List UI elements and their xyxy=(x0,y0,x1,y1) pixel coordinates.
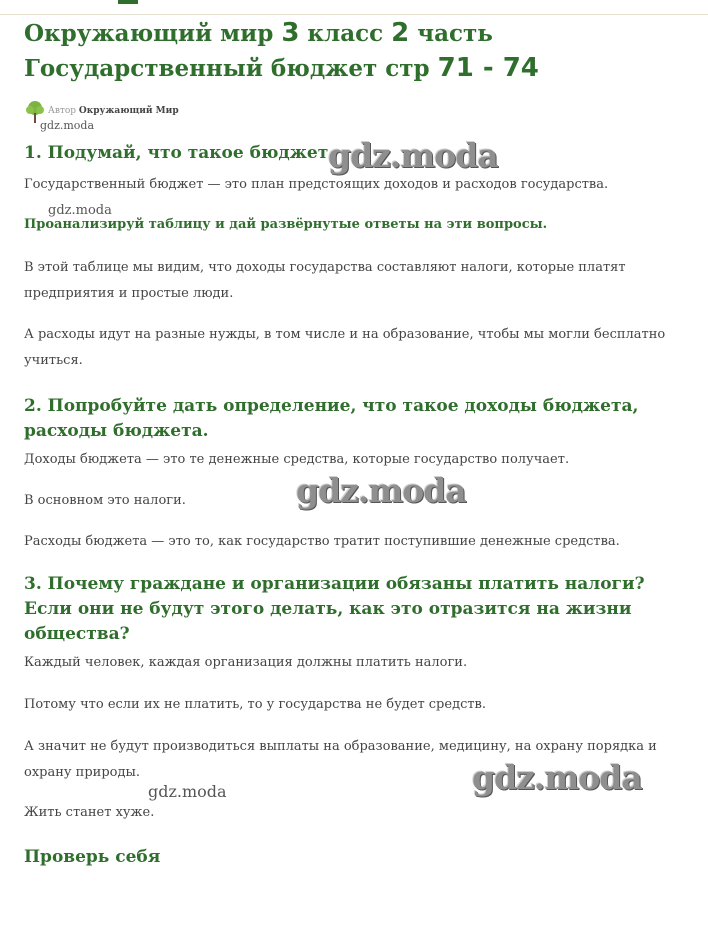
title-part-number: 2 xyxy=(391,18,410,48)
title-part-3: часть Государственный бюджет стр xyxy=(24,20,493,82)
top-accent xyxy=(118,0,138,4)
question-2-answer-1: Доходы бюджета — это те денежные средства, которые государство получает. xyxy=(24,452,570,467)
question-3-answer-1: Каждый человек, каждая организация должны платить налоги. xyxy=(24,655,468,670)
bottom-fade xyxy=(0,878,708,929)
question-2-answer-3: Расходы бюджета — это то, как государство тратит поступившие денежные средства. xyxy=(24,534,620,549)
question-1-definition: Государственный бюджет — это план предстоящих доходов и расходов государства. xyxy=(24,177,609,192)
question-3-answer-4: Жить станет хуже. xyxy=(24,805,155,820)
question-1-answer-1: В этой таблице мы видим, что доходы государства составляют налоги, которые платят предприятия и простые люди. xyxy=(24,260,626,301)
author-label: Автор xyxy=(48,106,77,116)
question-1-answer-2: А расходы идут на разные нужды, в том числе и на образование, чтобы мы могли бесплатно учиться. xyxy=(24,327,666,368)
author-name[interactable]: Окружающий Мир xyxy=(78,106,179,116)
title-part-2: класс xyxy=(299,20,392,47)
watermark-large-3: gdz.moda xyxy=(472,758,642,797)
title-part-1: Окружающий мир xyxy=(24,20,282,47)
title-grade-number: 3 xyxy=(281,18,300,48)
question-2-answer-2: В основном это налоги. xyxy=(24,493,186,508)
watermark-large-2: gdz.moda xyxy=(296,471,466,510)
watermark-small-1: gdz.moda xyxy=(48,203,112,218)
check-yourself-heading: Проверь себя xyxy=(24,847,161,867)
site-name: gdz.moda xyxy=(40,119,95,132)
question-3-answer-3: А значит не будут производиться выплаты на образование, медицину, на охрану порядка и охрану природы. xyxy=(24,739,657,780)
title-pages: 71 - 74 xyxy=(437,53,539,83)
watermark-large-1: gdz.moda xyxy=(328,136,498,175)
question-3-answer-2: Потому что если их не платить, то у государства не будет средств. xyxy=(24,697,486,712)
page-title xyxy=(24,16,684,86)
question-1-heading: 1. Подумай, что такое бюджет. xyxy=(24,143,335,163)
question-1-task: Проанализируй таблицу и дай развёрнутые ответы на эти вопросы. xyxy=(24,217,548,232)
top-rule xyxy=(0,0,708,15)
watermark-small-2: gdz.moda xyxy=(148,782,227,801)
question-3-heading: 3. Почему граждане и организации обязаны платить налоги? Если они не будут этого делать, как это отразится на жизни общества? xyxy=(24,574,645,644)
question-2-heading: 2. Попробуйте дать определение, что такое доходы бюджета, расходы бюджета. xyxy=(24,396,639,441)
author-line xyxy=(48,106,179,116)
